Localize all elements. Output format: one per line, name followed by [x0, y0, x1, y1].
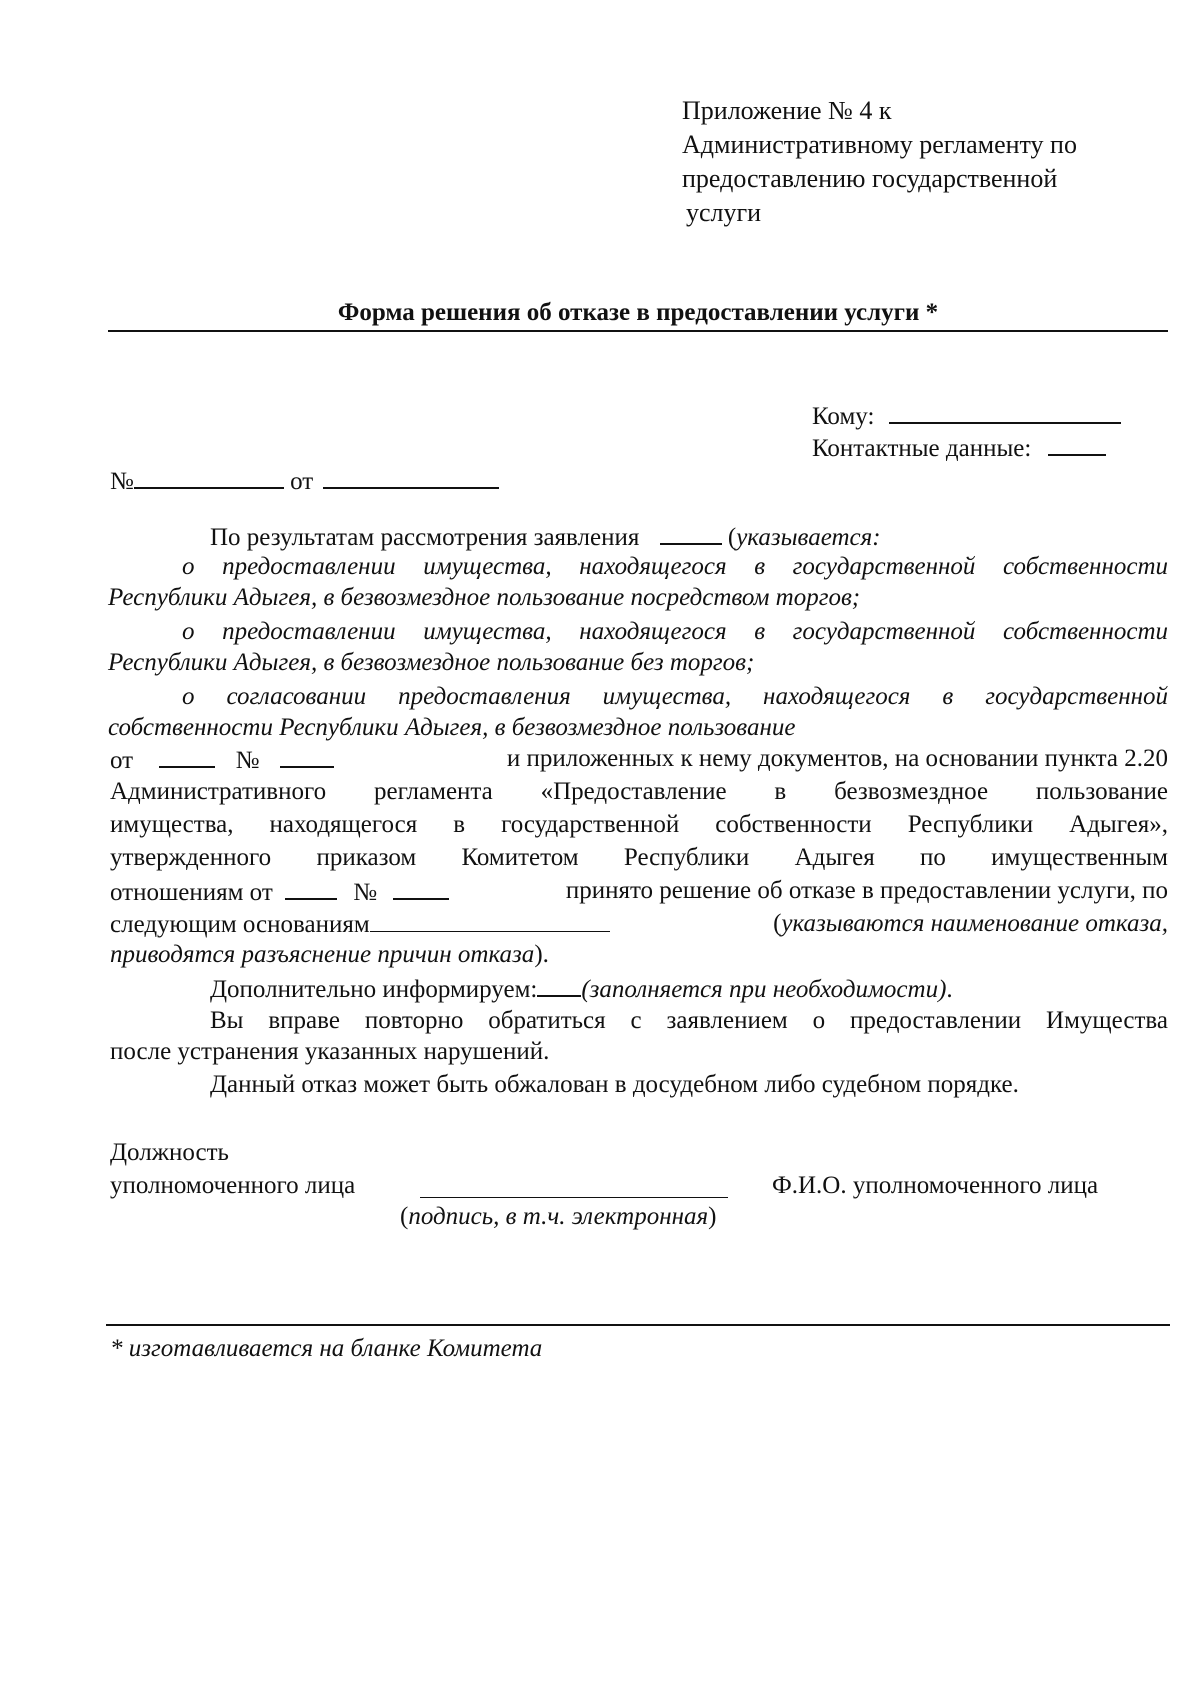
- body-line-15: [210, 973, 953, 1005]
- signature-field[interactable]: [420, 1197, 728, 1198]
- body-line-14-italic: приводятся разъяснение причин отказа: [110, 941, 535, 968]
- appendix-line-4: услуги: [686, 198, 762, 227]
- body-line-8-text: и приложенных к нему документов, на основании пункта 2.20: [506, 745, 1168, 772]
- body-line-12-text: отношениям от: [110, 879, 273, 906]
- body-line-1: [210, 521, 881, 553]
- body-line-18: Данный отказ может быть обжалован в досудебном либо судебном порядке.: [210, 1071, 1019, 1098]
- recipient-to: [812, 400, 1121, 432]
- additional-info-field[interactable]: [537, 973, 581, 997]
- body-line-12: [110, 876, 1168, 908]
- number-label: №: [110, 468, 134, 495]
- additional-info-label: Дополнительно информируем:: [210, 976, 538, 1003]
- order-number-field[interactable]: [393, 876, 449, 900]
- body-line-13-grounds: следующим основаниям: [110, 911, 370, 938]
- footnote-separator: [106, 1324, 1170, 1326]
- grounds-field[interactable]: [370, 909, 610, 932]
- signature-note: [400, 1202, 716, 1232]
- appendix-line-3: предоставлению государственной: [682, 164, 1058, 193]
- order-date-field[interactable]: [285, 876, 337, 900]
- body-line-4: о предоставлении имущества, находящегося в государственной собственности: [182, 618, 1168, 645]
- signature-note-open: (: [400, 1203, 409, 1230]
- body-line-12-decision: принято решение об отказе в предоставлении услуги, по: [565, 877, 1168, 904]
- recipient-contact-label: Контактные данные:: [812, 435, 1032, 462]
- form-title: Форма решения об отказе в предоставлении услуги *: [337, 299, 939, 326]
- body-line-9: Административного регламента «Предоставление в безвозмездное пользование: [110, 778, 1168, 805]
- recipient-to-label: Кому:: [812, 403, 875, 430]
- body-line-13-paren: (: [773, 910, 782, 937]
- body-line-8-from: от: [110, 747, 134, 774]
- body-line-13: [110, 909, 1168, 940]
- application-date-field[interactable]: [159, 744, 215, 768]
- body-line-1-paren: (: [727, 524, 737, 551]
- appendix-line-1: Приложение № 4 к: [682, 96, 892, 125]
- body-line-12-number-sign: №: [353, 879, 378, 906]
- body-line-6: о согласовании предоставления имущества, находящегося в государственной: [182, 683, 1168, 710]
- document-number-line: [110, 465, 499, 497]
- body-line-8: [110, 744, 1168, 776]
- signature-fio: Ф.И.О. уполномоченного лица: [772, 1172, 1099, 1199]
- application-number-field[interactable]: [280, 744, 334, 768]
- date-field[interactable]: [323, 465, 499, 489]
- body-line-11: утвержденного приказом Комитетом Республики Адыгея по имущественным: [110, 844, 1168, 871]
- body-line-13-italic: указываются наименование отказа,: [781, 910, 1168, 937]
- recipient-contact-field[interactable]: [1048, 432, 1106, 456]
- title-underline: [108, 330, 1168, 332]
- additional-info-dot: .: [946, 976, 953, 1003]
- body-line-14-end: ).: [534, 941, 549, 968]
- recipient-contact: [812, 432, 1106, 464]
- body-line-3: Республики Адыгея, в безвозмездное пользование посредством торгов;: [108, 584, 861, 611]
- body-line-2: о предоставлении имущества, находящегося в государственной собственности: [182, 553, 1168, 580]
- body-line-1-text: По результатам рассмотрения заявления: [210, 524, 640, 551]
- recipient-to-field[interactable]: [889, 400, 1121, 424]
- number-field[interactable]: [134, 465, 284, 489]
- body-line-17: после устранения указанных нарушений.: [110, 1038, 550, 1065]
- signature-note-close: ): [708, 1203, 717, 1230]
- date-label: от: [290, 468, 314, 495]
- signature-position-line-1: Должность: [110, 1139, 229, 1166]
- footnote: * изготавливается на бланке Комитета: [110, 1335, 543, 1362]
- body-line-16: Вы вправе повторно обратиться с заявлением о предоставлении Имущества: [210, 1007, 1168, 1034]
- additional-info-note: (заполняется при необходимости): [581, 976, 947, 1003]
- body-line-7: собственности Республики Адыгея, в безвозмездное пользование: [108, 714, 796, 741]
- body-line-5: Республики Адыгея, в безвозмездное пользование без торгов;: [108, 649, 755, 676]
- appendix-line-2: Административному регламенту по: [682, 130, 1077, 159]
- body-line-8-number-sign: №: [235, 747, 260, 774]
- application-field[interactable]: [660, 521, 722, 545]
- signature-note-text: подпись, в т.ч. электронная: [408, 1203, 709, 1230]
- body-line-1-italic: указывается:: [736, 524, 881, 551]
- signature-position-line-2: уполномоченного лица: [110, 1172, 356, 1199]
- body-line-10: имущества, находящегося в государственной собственности Республики Адыгея»,: [110, 811, 1168, 838]
- body-line-14: [110, 940, 549, 970]
